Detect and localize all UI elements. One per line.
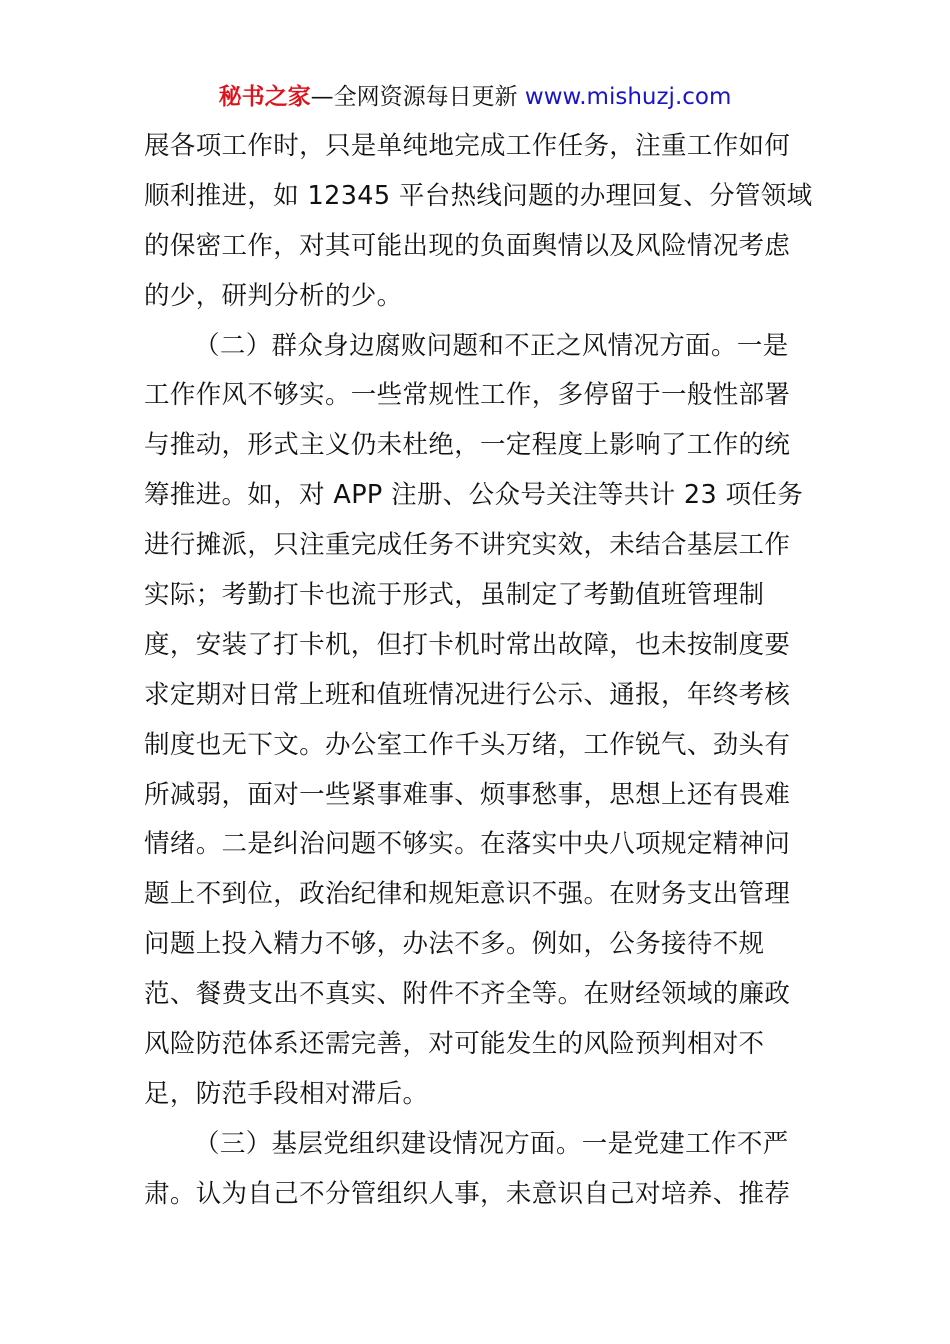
text-line: 与推动，形式主义仍未杜绝，一定程度上影响了工作的统 (144, 430, 791, 461)
section-heading-line: （三）基层党组织建设情况方面。一是党建工作不严 (194, 1128, 789, 1159)
text-line: 情绪。二是纠治问题不够实。在落实中央八项规定精神问 (144, 829, 791, 860)
text-line: 工作作风不够实。一些常规性工作，多停留于一般性部署 (144, 380, 791, 411)
section-heading-line: （二）群众身边腐败问题和不正之风情况方面。一是 (194, 330, 789, 361)
text-line: 顺利推进，如 12345 平台热线问题的办理回复、分管领域 (144, 180, 813, 211)
text-line: 所减弱，面对一些紧事难事、烦事愁事，思想上还有畏难 (144, 779, 791, 810)
text-line: 进行摊派，只注重完成任务不讲究实效，未结合基层工作 (144, 530, 791, 561)
text-line: 问题上投入精力不够，办法不多。例如，公务接待不规 (144, 929, 765, 960)
text-line: 足，防范手段相对滞后。 (144, 1078, 429, 1109)
text-line: 求定期对日常上班和值班情况进行公示、通报，年终考核 (144, 679, 791, 710)
text-line: 肃。认为自己不分管组织人事，未意识自己对培养、推荐 (144, 1178, 791, 1209)
text-line: 范、餐费支出不真实、附件不齐全等。在财经领域的廉政 (144, 979, 791, 1010)
text-line: 风险防范体系还需完善，对可能发生的风险预判相对不 (144, 1029, 765, 1060)
text-line: 度，安装了打卡机，但打卡机时常出故障，也未按制度要 (144, 629, 791, 660)
site-brand: 秘书之家 (218, 84, 311, 110)
text-line: 实际；考勤打卡也流于形式，虽制定了考勤值班管理制 (144, 580, 765, 611)
text-line: 制度也无下文。办公室工作千头万绪，工作锐气、劲头有 (144, 729, 791, 760)
text-line: 的保密工作，对其可能出现的负面舆情以及风险情况考虑 (144, 230, 791, 261)
text-line: 展各项工作时，只是单纯地完成工作任务，注重工作如何 (144, 131, 791, 161)
text-line: 题上不到位，政治纪律和规矩意识不强。在财务支出管理 (144, 879, 791, 910)
site-header (0, 80, 950, 114)
site-tagline: —全网资源每日更新 (310, 84, 525, 110)
text-line: 的少，研判分析的少。 (144, 280, 403, 311)
site-url-link[interactable]: www.mishuzj.com (524, 84, 732, 110)
text-line: 筹推进。如，对 APP 注册、公众号关注等共计 23 项任务 (144, 480, 804, 511)
document-body (144, 122, 814, 1220)
